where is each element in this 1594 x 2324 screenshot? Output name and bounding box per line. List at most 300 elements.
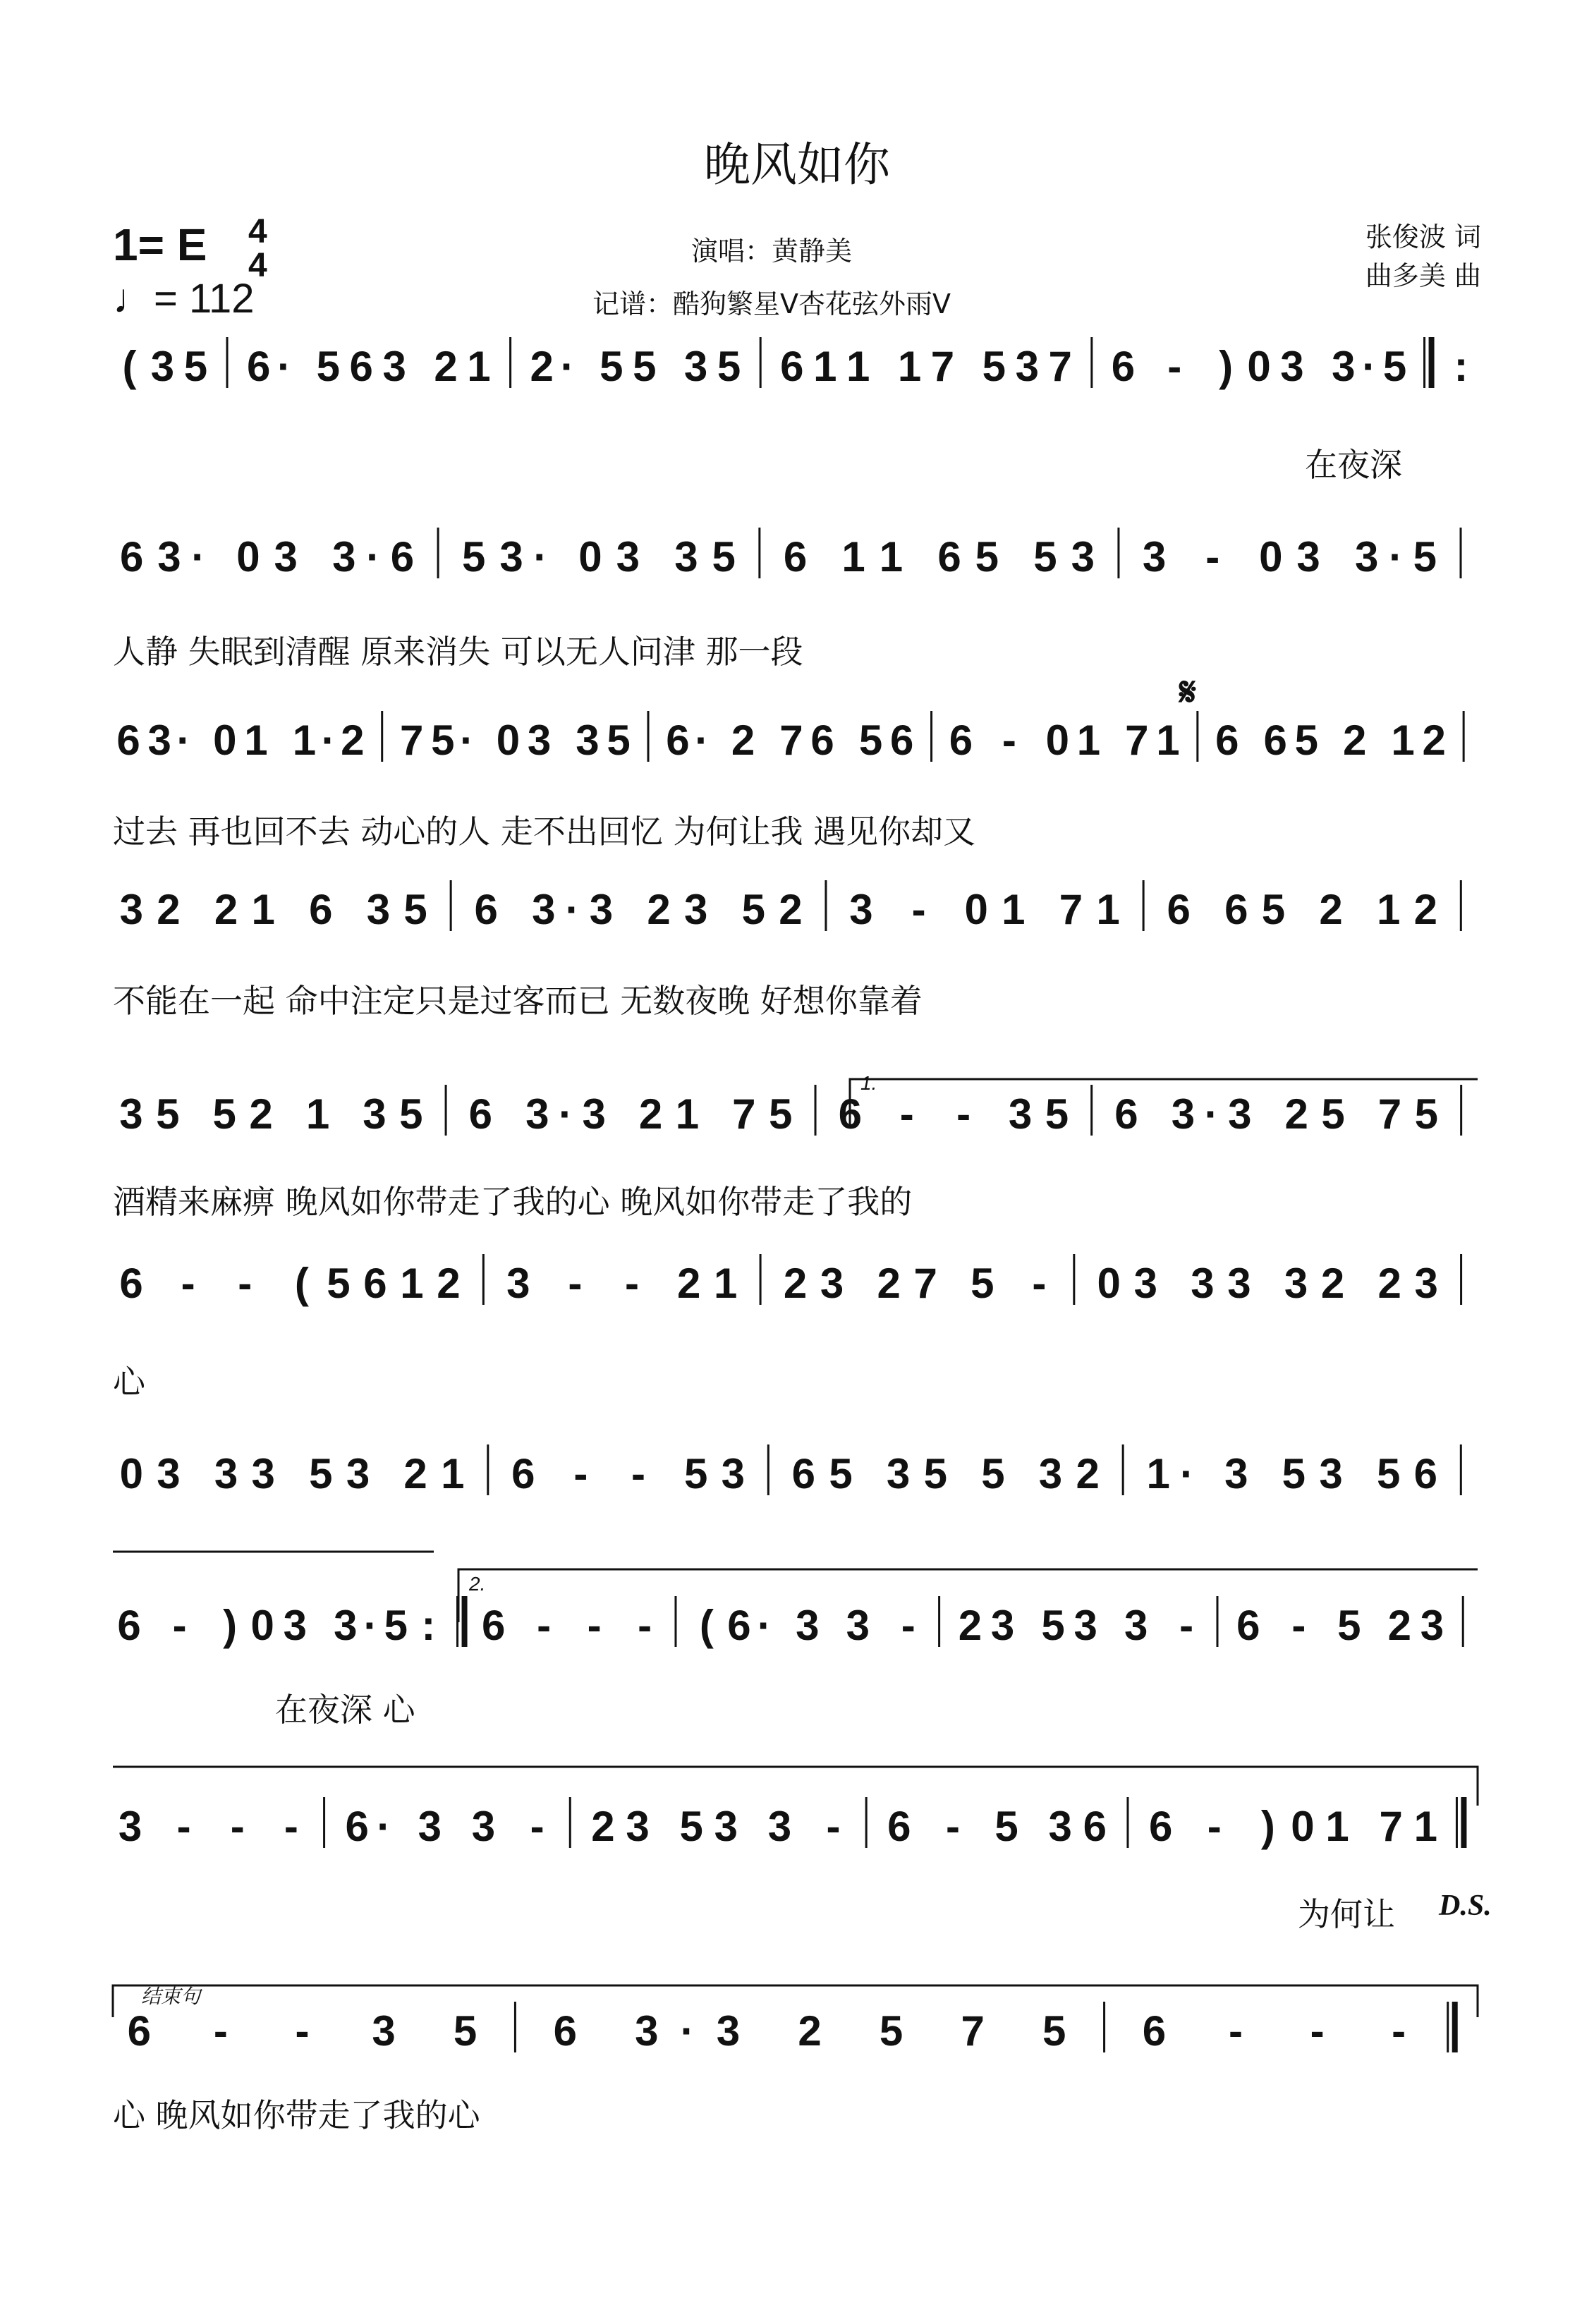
notation-symbol: · bbox=[1204, 1090, 1219, 1138]
note: 5 bbox=[1376, 1450, 1401, 1497]
note: 3 bbox=[471, 1803, 496, 1850]
volta-2-bracket-continued bbox=[113, 1767, 1478, 1806]
note: 3 bbox=[346, 1450, 370, 1497]
note: 5 bbox=[982, 343, 1006, 390]
note: 6 bbox=[117, 1602, 141, 1649]
notation-symbol: - bbox=[587, 1602, 602, 1649]
note: 2 bbox=[437, 1260, 461, 1307]
note: 6 bbox=[889, 717, 914, 764]
note: 3 bbox=[820, 1260, 844, 1307]
note: 5 bbox=[1321, 1090, 1345, 1138]
note: 2 bbox=[783, 1260, 808, 1307]
notation-symbol: - bbox=[911, 886, 926, 933]
note: 1 bbox=[305, 1090, 330, 1138]
notation-symbol: - bbox=[1167, 343, 1182, 390]
note: 6 bbox=[1142, 2007, 1167, 2055]
note: 3 bbox=[796, 1602, 820, 1649]
note: 0 bbox=[1045, 717, 1069, 764]
note: 6 bbox=[468, 1090, 493, 1138]
notation-symbol: ) bbox=[1219, 343, 1234, 390]
note: 6 bbox=[1111, 343, 1136, 390]
time-signature-bottom: 4 bbox=[248, 247, 267, 284]
note: 7 bbox=[1379, 1803, 1403, 1850]
notation-symbol: - bbox=[638, 1602, 652, 1649]
note: 5 bbox=[384, 1602, 408, 1649]
note: 3 bbox=[1355, 533, 1379, 580]
note: 1 bbox=[841, 533, 865, 580]
note: 5 bbox=[212, 1090, 236, 1138]
segno-icon: 𝄋 bbox=[1179, 669, 1197, 714]
da-segno-mark: D.S. bbox=[1439, 1890, 1492, 1922]
note: 5 bbox=[829, 1450, 853, 1497]
notation-symbol: ) bbox=[223, 1602, 238, 1649]
note: 3 bbox=[1284, 1260, 1308, 1307]
note: 5 bbox=[431, 717, 455, 764]
note: 2 bbox=[676, 1260, 701, 1307]
note: 5 bbox=[156, 1090, 180, 1138]
note: 3 bbox=[274, 533, 298, 580]
note: 6 bbox=[838, 1090, 863, 1138]
note: 5 bbox=[1041, 1602, 1065, 1649]
note: 5 bbox=[1337, 1602, 1361, 1649]
note: 3 bbox=[363, 1090, 387, 1138]
note: 3 bbox=[251, 1450, 275, 1497]
quarter-note-icon: ♩ bbox=[113, 276, 154, 322]
notation-symbol: - bbox=[1229, 2007, 1243, 2055]
note: 7 bbox=[913, 1260, 937, 1307]
note: 6 bbox=[949, 717, 973, 764]
note: 3 bbox=[1133, 1260, 1157, 1307]
note: 1 bbox=[675, 1090, 700, 1138]
note: 5 bbox=[403, 886, 427, 933]
note: 1 bbox=[1391, 717, 1415, 764]
note: 5 bbox=[1261, 886, 1286, 933]
note: 0 bbox=[1259, 533, 1283, 580]
note: 6 bbox=[666, 717, 690, 764]
note: 3 bbox=[1124, 1602, 1148, 1649]
note: 3 bbox=[1008, 1090, 1033, 1138]
note: 2 bbox=[591, 1803, 615, 1850]
notation-symbol: · bbox=[1389, 533, 1404, 580]
note: 2 bbox=[530, 343, 554, 390]
note: 0 bbox=[213, 717, 237, 764]
notation-symbol: - bbox=[945, 1803, 960, 1850]
note: 5 bbox=[683, 1450, 708, 1497]
note: 0 bbox=[578, 533, 602, 580]
singer-credit: 演唱：黄静美 bbox=[691, 236, 853, 267]
note: 3 bbox=[532, 886, 556, 933]
note: 3 bbox=[1224, 1450, 1248, 1497]
time-signature-top: 4 bbox=[248, 213, 267, 250]
note: 6 bbox=[119, 1260, 143, 1307]
note: 3 bbox=[418, 1803, 442, 1850]
ending-bracket bbox=[113, 1985, 1478, 2017]
note: 1 bbox=[1376, 886, 1401, 933]
note: 5 bbox=[183, 343, 208, 390]
notation-symbol: - bbox=[826, 1803, 841, 1850]
note: 1 bbox=[400, 1260, 424, 1307]
note: 6 bbox=[783, 533, 808, 580]
note: 0 bbox=[964, 886, 988, 933]
note: 5 bbox=[858, 717, 883, 764]
note: 5 bbox=[923, 1450, 947, 1497]
note: 6 bbox=[1148, 1803, 1173, 1850]
notation-symbol: · bbox=[277, 343, 292, 390]
note: 2 bbox=[1377, 1260, 1401, 1307]
composer-credit: 曲多美 曲 bbox=[1365, 260, 1481, 291]
notation-symbol: · bbox=[366, 533, 381, 580]
note: 1 bbox=[897, 343, 922, 390]
note: 6 bbox=[1167, 886, 1191, 933]
notation-symbol: - bbox=[1032, 1260, 1047, 1307]
note: 2 bbox=[1076, 1450, 1100, 1497]
note: 3 bbox=[716, 2007, 741, 2055]
note: 1 bbox=[467, 343, 491, 390]
key-signature: 1= E bbox=[113, 219, 207, 270]
note: 3 bbox=[334, 1602, 358, 1649]
note: 5 bbox=[1033, 533, 1057, 580]
note: 3 bbox=[214, 1450, 238, 1497]
note: 1 bbox=[1413, 1803, 1438, 1850]
notation-symbol: ( bbox=[122, 343, 137, 390]
notation-symbol: · bbox=[565, 886, 580, 933]
notation-symbol: - bbox=[899, 1090, 914, 1138]
note: 1 bbox=[244, 717, 268, 764]
note: 6 bbox=[1413, 1450, 1437, 1497]
note: 5 bbox=[607, 717, 631, 764]
notation-symbol: - bbox=[625, 1260, 640, 1307]
note: 3 bbox=[683, 886, 708, 933]
note: 2 bbox=[798, 2007, 822, 2055]
notation-symbol: : bbox=[421, 1602, 436, 1649]
note: 5 bbox=[327, 1260, 351, 1307]
note: 2 bbox=[1387, 1602, 1411, 1649]
note: 5 bbox=[1282, 1450, 1306, 1497]
note: 6 bbox=[1263, 717, 1287, 764]
note: 5 bbox=[1382, 343, 1407, 390]
note: 5 bbox=[879, 2007, 904, 2055]
note: 3 bbox=[150, 343, 175, 390]
note: 5 bbox=[1414, 1090, 1439, 1138]
note: 1 bbox=[292, 717, 317, 764]
note: 3 bbox=[1332, 343, 1356, 390]
lyrics-row-1: 在夜深 bbox=[1305, 446, 1402, 484]
note: 6 bbox=[345, 1803, 369, 1850]
note: 1 bbox=[251, 886, 275, 933]
note: 6 bbox=[887, 1803, 911, 1850]
notation-symbol: · bbox=[321, 717, 336, 764]
note: 3 bbox=[1142, 533, 1167, 580]
note: 1 bbox=[813, 343, 837, 390]
note: 6 bbox=[309, 886, 333, 933]
note: 3 bbox=[1227, 1260, 1251, 1307]
note: 5 bbox=[1042, 2007, 1066, 2055]
note: 6 bbox=[246, 343, 271, 390]
lyrics-row-10: 心 晚风如你带走了我的心 bbox=[113, 2096, 480, 2134]
note: 1 bbox=[879, 533, 904, 580]
note: 2 bbox=[731, 717, 755, 764]
note: 1 bbox=[846, 343, 870, 390]
note: 3 bbox=[157, 533, 181, 580]
note: 3 bbox=[1420, 1602, 1444, 1649]
note: 5 bbox=[1294, 717, 1318, 764]
note: 6 bbox=[1236, 1602, 1260, 1649]
note: 1 bbox=[713, 1260, 738, 1307]
notation-symbol: · bbox=[533, 533, 548, 580]
note: 0 bbox=[236, 533, 260, 580]
note: 3 bbox=[1414, 1260, 1438, 1307]
note: 5 bbox=[462, 533, 486, 580]
notation-symbol: · bbox=[695, 717, 710, 764]
notation-symbol: · bbox=[377, 1803, 391, 1850]
volta-2-label: 2. bbox=[469, 1573, 486, 1595]
note: 3 bbox=[886, 1450, 911, 1497]
note: 2 bbox=[1320, 1260, 1345, 1307]
note: 1 bbox=[1156, 717, 1180, 764]
notation-symbol: · bbox=[680, 2007, 695, 2055]
note: 7 bbox=[930, 343, 955, 390]
notation-symbol: ( bbox=[294, 1260, 309, 1307]
note: 3 bbox=[1296, 533, 1320, 580]
notation-symbol: - bbox=[530, 1803, 544, 1850]
notation-symbol: - bbox=[1310, 2007, 1325, 2055]
note: 5 bbox=[975, 533, 999, 580]
notation-symbol: - bbox=[901, 1602, 915, 1649]
notation-symbol: · bbox=[1362, 343, 1377, 390]
note: 6 bbox=[116, 717, 140, 764]
note: 3 bbox=[990, 1602, 1015, 1649]
note: 2 bbox=[214, 886, 238, 933]
note: 2 bbox=[341, 717, 365, 764]
note: 5 bbox=[741, 886, 765, 933]
lyrics-row-4: 不能在一起 命中注定只是过客而已 无数夜晚 好想你靠着 bbox=[113, 982, 923, 1020]
note: 5 bbox=[600, 343, 623, 390]
lyrics-row-2: 人静 失眠到清醒 原来消失 可以无人问津 那一段 bbox=[113, 633, 803, 671]
note: 5 bbox=[1413, 533, 1437, 580]
lyrics-row-9: 为何让 bbox=[1298, 1895, 1395, 1933]
note: 1 bbox=[1002, 886, 1026, 933]
note: 6 bbox=[937, 533, 961, 580]
note: 6 bbox=[349, 343, 373, 390]
notation-symbol: - bbox=[956, 1090, 971, 1138]
notation-symbol: · bbox=[459, 717, 474, 764]
notation-symbol: - bbox=[284, 1803, 298, 1850]
note: 6 bbox=[511, 1450, 535, 1497]
note: 3 bbox=[525, 1090, 549, 1138]
note: 3 bbox=[1038, 1450, 1063, 1497]
notation-symbol: - bbox=[181, 1260, 195, 1307]
note: 2 bbox=[877, 1260, 901, 1307]
note: 5 bbox=[769, 1090, 793, 1138]
note: 2 bbox=[1413, 886, 1437, 933]
note: 3 bbox=[372, 2007, 396, 2055]
lyrics-row-3: 过去 再也回不去 动心的人 走不出回忆 为何让我 遇见你却又 bbox=[113, 813, 976, 851]
tempo-value: = 112 bbox=[154, 276, 255, 322]
note: 3 bbox=[1191, 1260, 1215, 1307]
note: 3 bbox=[849, 886, 873, 933]
note: 6 bbox=[1083, 1803, 1107, 1850]
note: 3 bbox=[767, 1803, 792, 1850]
note: 2 bbox=[249, 1090, 273, 1138]
note: 2 bbox=[779, 886, 803, 933]
note: 3 bbox=[157, 1450, 181, 1497]
note: 2 bbox=[1422, 717, 1446, 764]
note: 3 bbox=[118, 1803, 142, 1850]
transcriber-credit: 记谱：酷狗繁星V杏花弦外雨V bbox=[592, 288, 951, 320]
note: 3 bbox=[846, 1602, 870, 1649]
song-title: 晚风如你 bbox=[704, 138, 890, 192]
note: 0 bbox=[496, 717, 521, 764]
note: 1 bbox=[1076, 717, 1101, 764]
note: 2 bbox=[1284, 1090, 1308, 1138]
volta-1-label: 1. bbox=[860, 1072, 877, 1094]
note: 6 bbox=[1224, 886, 1248, 933]
note: 6 bbox=[390, 533, 415, 580]
note: 2 bbox=[958, 1602, 982, 1649]
notation-symbol: - bbox=[1207, 1803, 1222, 1850]
notation-symbol: · bbox=[560, 343, 575, 390]
note: 6 bbox=[474, 886, 498, 933]
note: 2 bbox=[638, 1090, 663, 1138]
lyrics-row-5: 酒精来麻痹 晚风如你带走了我的心 晚风如你带走了我的 bbox=[113, 1183, 913, 1221]
notation-symbol: ( bbox=[699, 1602, 714, 1649]
note: 7 bbox=[1125, 717, 1149, 764]
note: 3 bbox=[1048, 1803, 1072, 1850]
note: 6 bbox=[119, 533, 144, 580]
notation-symbol: - bbox=[213, 2007, 228, 2055]
note: 3 bbox=[527, 717, 552, 764]
note: 2 bbox=[434, 343, 458, 390]
notation-symbol: · bbox=[176, 717, 191, 764]
note: 5 bbox=[453, 2007, 477, 2055]
notation-symbol: · bbox=[757, 1602, 772, 1649]
note: 3 bbox=[616, 533, 640, 580]
note: 6 bbox=[363, 1260, 387, 1307]
note: 5 bbox=[981, 1450, 1005, 1497]
note: 1 bbox=[1146, 1450, 1170, 1497]
note: 2 bbox=[403, 1450, 427, 1497]
notation-symbol: - bbox=[295, 2007, 310, 2055]
lyrics-row-6: 心 bbox=[113, 1363, 145, 1401]
note: 5 bbox=[316, 343, 340, 390]
note: 3 bbox=[721, 1450, 745, 1497]
note: 3 bbox=[1071, 533, 1095, 580]
notation-symbol: - bbox=[176, 1803, 191, 1850]
notation-symbol: - bbox=[172, 1602, 187, 1649]
note: 5 bbox=[679, 1803, 703, 1850]
notation-symbol: - bbox=[631, 1450, 646, 1497]
note: 3 bbox=[119, 886, 144, 933]
note: 1 bbox=[1096, 886, 1120, 933]
note: 0 bbox=[250, 1602, 274, 1649]
note: 3 bbox=[1280, 343, 1304, 390]
notation-symbol: - bbox=[238, 1260, 253, 1307]
note: 3 bbox=[683, 343, 708, 390]
note: 3 bbox=[506, 1260, 530, 1307]
notation-symbol: · bbox=[191, 533, 206, 580]
note: 5 bbox=[994, 1803, 1018, 1850]
note: 0 bbox=[1097, 1260, 1121, 1307]
note: 6 bbox=[127, 2007, 151, 2055]
note: 6 bbox=[1215, 717, 1239, 764]
note: 3 bbox=[589, 886, 614, 933]
note: 1 bbox=[1325, 1803, 1349, 1850]
notation-symbol: - bbox=[1392, 2007, 1406, 2055]
note: 3 bbox=[582, 1090, 606, 1138]
note: 7 bbox=[1377, 1090, 1402, 1138]
notation-symbol: - bbox=[573, 1450, 588, 1497]
note: 7 bbox=[1059, 886, 1083, 933]
note: 6 bbox=[791, 1450, 816, 1497]
notation-symbol: : bbox=[1454, 343, 1468, 390]
note: 2 bbox=[1319, 886, 1343, 933]
notation-symbol: - bbox=[537, 1602, 552, 1649]
note: 3 bbox=[1228, 1090, 1252, 1138]
note: 3 bbox=[635, 2007, 659, 2055]
note: 5 bbox=[309, 1450, 333, 1497]
note: 3 bbox=[1171, 1090, 1196, 1138]
note: 6 bbox=[1114, 1090, 1138, 1138]
notation-symbol: - bbox=[1179, 1602, 1194, 1649]
notation-symbol: - bbox=[230, 1803, 245, 1850]
note: 3 bbox=[382, 343, 406, 390]
notation-symbol: - bbox=[1002, 717, 1016, 764]
note: 7 bbox=[779, 717, 803, 764]
note: 3 bbox=[119, 1090, 143, 1138]
note: 1 bbox=[441, 1450, 465, 1497]
note: 3 bbox=[499, 533, 523, 580]
note: 3 bbox=[332, 533, 356, 580]
note: 6 bbox=[780, 343, 804, 390]
note: 0 bbox=[1247, 343, 1271, 390]
note: 3 bbox=[366, 886, 391, 933]
note: 0 bbox=[119, 1450, 144, 1497]
notation-symbol: - bbox=[568, 1260, 583, 1307]
note: 5 bbox=[971, 1260, 994, 1307]
note: 6 bbox=[481, 1602, 506, 1649]
note: 5 bbox=[717, 343, 741, 390]
note: 6 bbox=[810, 717, 834, 764]
note: 0 bbox=[1291, 1803, 1315, 1850]
note: 7 bbox=[732, 1090, 756, 1138]
note: 6 bbox=[727, 1602, 751, 1649]
note: 3 bbox=[1073, 1602, 1097, 1649]
note: 3 bbox=[714, 1803, 738, 1850]
note: 5 bbox=[399, 1090, 423, 1138]
note: 3 bbox=[283, 1602, 307, 1649]
note: 5 bbox=[1045, 1090, 1069, 1138]
notation-symbol: - bbox=[1291, 1602, 1306, 1649]
note: 3 bbox=[674, 533, 698, 580]
notation-symbol: ) bbox=[1260, 1803, 1275, 1850]
notation-symbol: · bbox=[363, 1602, 378, 1649]
ending-label: 结束句 bbox=[141, 1985, 201, 2007]
note: 2 bbox=[157, 886, 181, 933]
note: 7 bbox=[399, 717, 424, 764]
note: 6 bbox=[553, 2007, 577, 2055]
lyrics-row-8: 在夜深 心 bbox=[275, 1691, 415, 1729]
lyricist-credit: 张俊波 词 bbox=[1365, 221, 1481, 253]
note: 5 bbox=[633, 343, 657, 390]
note: 3 bbox=[626, 1803, 650, 1850]
note: 7 bbox=[961, 2007, 985, 2055]
note: 3 bbox=[1015, 343, 1039, 390]
note: 3 bbox=[1319, 1450, 1343, 1497]
note: 3 bbox=[576, 717, 600, 764]
note: 2 bbox=[1343, 717, 1367, 764]
notation-symbol: - bbox=[1205, 533, 1220, 580]
note: 7 bbox=[1048, 343, 1072, 390]
